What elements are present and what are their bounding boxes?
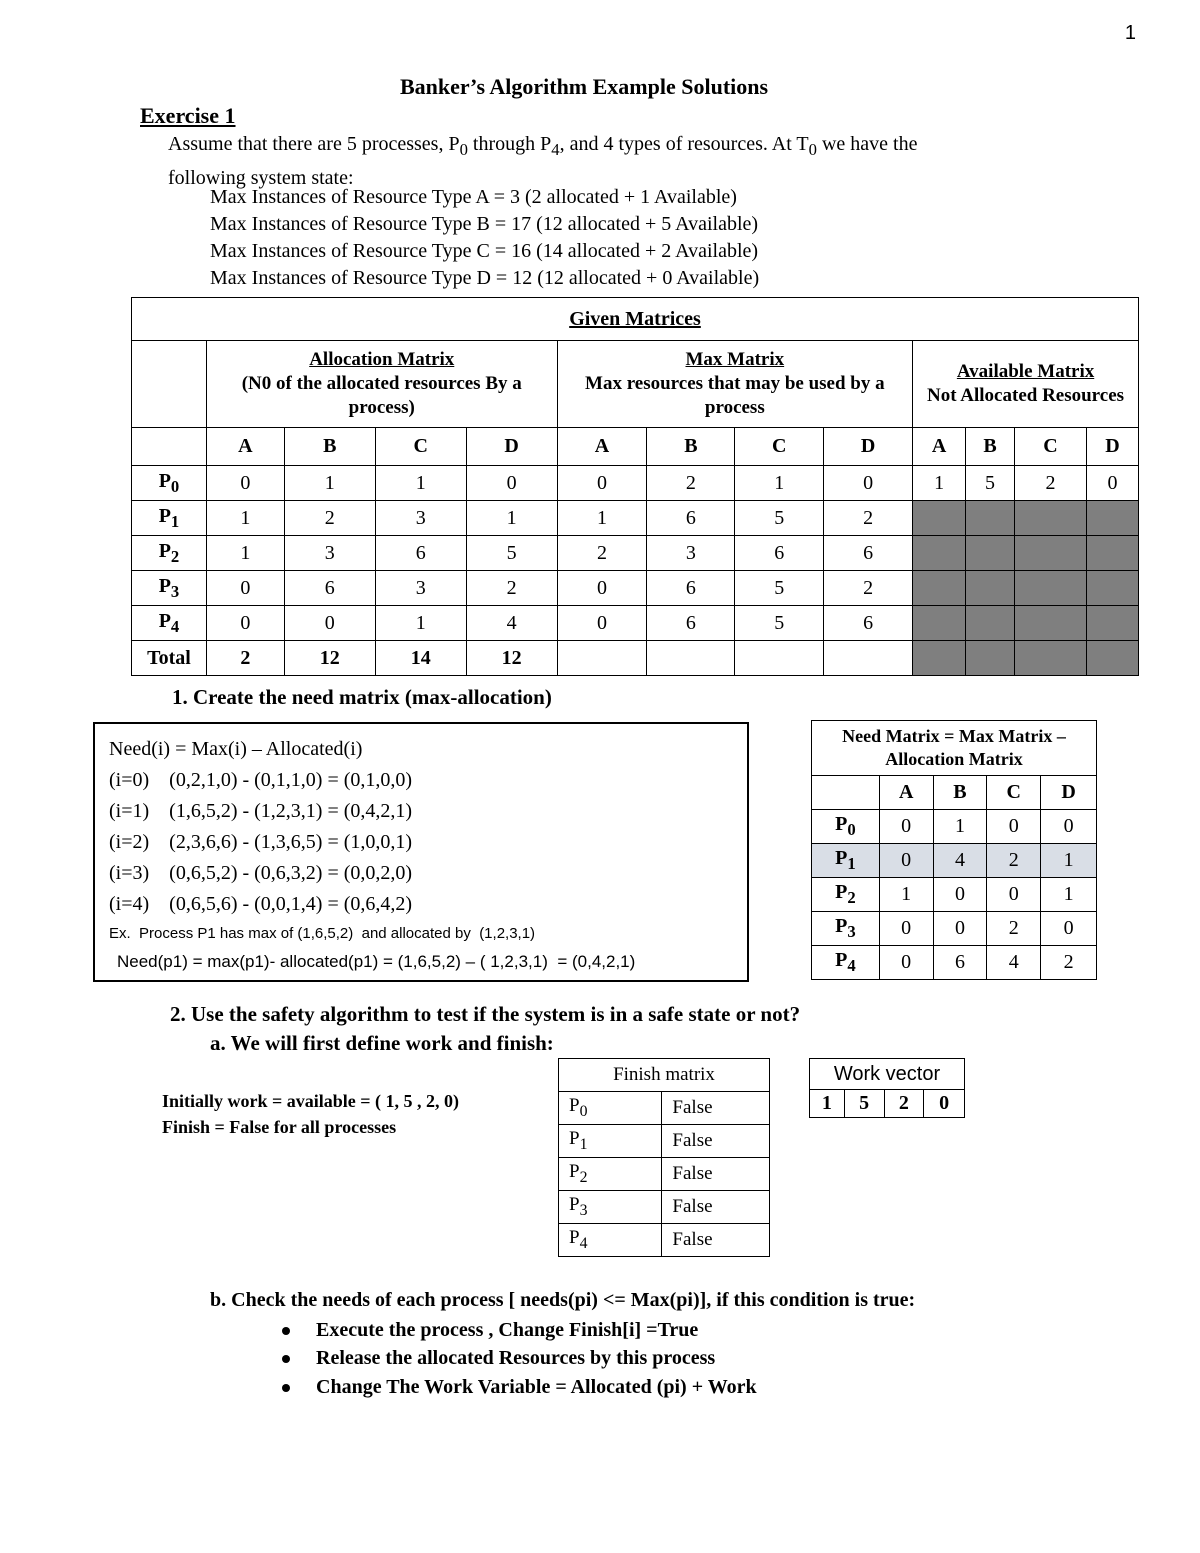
available-cell: 0 bbox=[1086, 466, 1138, 501]
empty-cell bbox=[132, 341, 207, 428]
shaded-cell bbox=[1015, 641, 1087, 676]
need-row bbox=[812, 844, 1097, 878]
formula-line: (i=4) (0,6,5,6) - (0,0,1,4) = (0,6,4,2) bbox=[109, 893, 413, 915]
need-matrix-table bbox=[811, 720, 1097, 980]
shaded-cell bbox=[1086, 606, 1138, 641]
shaded-cell bbox=[913, 571, 966, 606]
need-cell: 0 bbox=[933, 912, 987, 946]
finish-value: False bbox=[662, 1158, 770, 1191]
shaded-cell bbox=[1015, 536, 1087, 571]
shaded-cell bbox=[966, 536, 1015, 571]
need-cell: 2 bbox=[987, 844, 1041, 878]
exercise-heading: Exercise 1 bbox=[140, 103, 236, 128]
process-label: $P_2$ bbox=[132, 536, 207, 571]
work-vector-table bbox=[809, 1058, 965, 1118]
col-header: B bbox=[933, 776, 987, 810]
empty-cell bbox=[824, 641, 913, 676]
bullet-item: Change The Work Variable = Allocated (pi) + Work bbox=[282, 1376, 757, 1399]
col-header: A bbox=[206, 428, 284, 466]
given-row bbox=[132, 606, 1139, 641]
total-cell: 2 bbox=[206, 641, 284, 676]
step-1-heading: 1. Create the need matrix (max-allocation) bbox=[172, 685, 552, 709]
given-title: Given Matrices bbox=[132, 298, 1139, 341]
need-formula-box bbox=[93, 722, 749, 982]
finish-row bbox=[559, 1191, 770, 1224]
process-label: $P_0$ bbox=[132, 466, 207, 501]
max-header: Max Matrix Max resources that may be used by a process bbox=[557, 341, 913, 428]
empty-cell bbox=[557, 641, 647, 676]
allocation-cell: 2 bbox=[284, 501, 375, 536]
need-cell: 0 bbox=[1041, 810, 1097, 844]
finish-value: False bbox=[662, 1224, 770, 1257]
shaded-cell bbox=[913, 536, 966, 571]
need-cell: 0 bbox=[879, 912, 933, 946]
process-label: $P_3$ bbox=[132, 571, 207, 606]
allocation-cell: 3 bbox=[375, 571, 466, 606]
empty-cell bbox=[647, 641, 735, 676]
step-2a-heading: a. We will first define work and finish: bbox=[210, 1031, 554, 1055]
process-label: $P_2$ bbox=[559, 1158, 662, 1191]
allocation-cell: 6 bbox=[284, 571, 375, 606]
finish-matrix-table bbox=[558, 1058, 770, 1257]
process-label: $P_1$ bbox=[559, 1125, 662, 1158]
allocation-cell: 1 bbox=[375, 466, 466, 501]
process-label: $P_3$ bbox=[812, 912, 880, 946]
allocation-cell: 1 bbox=[375, 606, 466, 641]
total-row bbox=[132, 641, 1139, 676]
allocation-cell: 4 bbox=[466, 606, 557, 641]
need-cell: 2 bbox=[1041, 946, 1097, 980]
col-header: B bbox=[647, 428, 735, 466]
shaded-cell bbox=[1086, 536, 1138, 571]
shaded-cell bbox=[1015, 606, 1087, 641]
max-cell: 3 bbox=[647, 536, 735, 571]
shaded-cell bbox=[1086, 571, 1138, 606]
page-title: Banker’s Algorithm Example Solutions bbox=[399, 74, 769, 99]
given-matrices-table bbox=[131, 297, 1139, 676]
max-cell: 6 bbox=[735, 536, 824, 571]
max-cell: 5 bbox=[735, 606, 824, 641]
finish-row bbox=[559, 1224, 770, 1257]
work-value: 5 bbox=[844, 1090, 884, 1118]
intro-text bbox=[168, 130, 1088, 192]
empty-cell bbox=[735, 641, 824, 676]
resource-line: Max Instances of Resource Type A = 3 (2 allocated + 1 Available) bbox=[210, 186, 737, 208]
finish-value: False bbox=[662, 1191, 770, 1224]
formula-line: (i=2) (2,3,6,6) - (1,3,6,5) = (1,0,0,1) bbox=[109, 831, 413, 853]
shaded-cell bbox=[1015, 501, 1087, 536]
max-cell: 2 bbox=[824, 501, 913, 536]
allocation-cell: 1 bbox=[206, 501, 284, 536]
need-cell: 4 bbox=[987, 946, 1041, 980]
available-header: Available Matrix Not Allocated Resources bbox=[913, 341, 1139, 428]
max-cell: 6 bbox=[647, 571, 735, 606]
col-header: C bbox=[735, 428, 824, 466]
need-cell: 0 bbox=[879, 810, 933, 844]
resource-line: Max Instances of Resource Type D = 12 (12 allocated + 0 Available) bbox=[210, 267, 760, 289]
finish-title: Finish matrix bbox=[559, 1059, 770, 1092]
given-row bbox=[132, 571, 1139, 606]
resource-line: Max Instances of Resource Type B = 17 (12 allocated + 5 Available) bbox=[210, 213, 759, 235]
allocation-cell: 0 bbox=[206, 571, 284, 606]
shaded-cell bbox=[966, 641, 1015, 676]
need-cell: 0 bbox=[879, 844, 933, 878]
need-cell: 1 bbox=[1041, 844, 1097, 878]
allocation-cell: 1 bbox=[466, 501, 557, 536]
initial-finish: Finish = False for all processes bbox=[162, 1117, 397, 1137]
need-cell: 2 bbox=[987, 912, 1041, 946]
need-row bbox=[812, 946, 1097, 980]
work-value: 1 bbox=[810, 1090, 845, 1118]
process-label: $P_4$ bbox=[812, 946, 880, 980]
need-cell: 1 bbox=[933, 810, 987, 844]
intro-line-1: Assume that there are 5 processes, $P_0$ through $P_4$, and 4 types of resources. At $T_0$ we have the bbox=[168, 133, 918, 159]
step-2-heading: 2. Use the safety algorithm to test if the system is in a safe state or not? bbox=[170, 1002, 801, 1026]
max-cell: 2 bbox=[647, 466, 735, 501]
work-value: 0 bbox=[924, 1090, 965, 1118]
total-cell: 14 bbox=[375, 641, 466, 676]
allocation-cell: 0 bbox=[466, 466, 557, 501]
allocation-cell: 6 bbox=[375, 536, 466, 571]
shaded-cell bbox=[1086, 501, 1138, 536]
formula-line: Need(i) = Max(i) – Allocated(i) bbox=[109, 738, 363, 760]
need-row bbox=[812, 810, 1097, 844]
given-row bbox=[132, 466, 1139, 501]
need-row bbox=[812, 878, 1097, 912]
given-row bbox=[132, 536, 1139, 571]
need-cell: 0 bbox=[879, 946, 933, 980]
example-line: Ex. Process P1 has max of (1,6,5,2) and allocated by (1,2,3,1) bbox=[109, 925, 536, 942]
process-label: $P_4$ bbox=[132, 606, 207, 641]
shaded-cell bbox=[913, 606, 966, 641]
bullet-dot-icon bbox=[282, 1384, 290, 1392]
empty-cell bbox=[132, 428, 207, 466]
shaded-cell bbox=[1015, 571, 1087, 606]
total-cell: 12 bbox=[284, 641, 375, 676]
col-header: B bbox=[284, 428, 375, 466]
work-value: 2 bbox=[884, 1090, 924, 1118]
max-cell: 1 bbox=[557, 501, 647, 536]
finish-row bbox=[559, 1092, 770, 1125]
max-cell: 2 bbox=[557, 536, 647, 571]
formula-line: (i=1) (1,6,5,2) - (1,2,3,1) = (0,4,2,1) bbox=[109, 800, 413, 822]
available-cell: 2 bbox=[1015, 466, 1087, 501]
shaded-cell bbox=[913, 501, 966, 536]
max-cell: 0 bbox=[824, 466, 913, 501]
max-cell: 6 bbox=[647, 501, 735, 536]
bullet-dot-icon bbox=[282, 1327, 290, 1335]
need-example-line: Need(p1) = max(p1)- allocated(p1) = (1,6,5,2) – ( 1,2,3,1) = (0,4,2,1) bbox=[117, 952, 636, 971]
allocation-cell: 0 bbox=[206, 466, 284, 501]
finish-value: False bbox=[662, 1092, 770, 1125]
bullet-item: Release the allocated Resources by this process bbox=[282, 1347, 715, 1370]
need-cell: 0 bbox=[987, 810, 1041, 844]
col-header: C bbox=[375, 428, 466, 466]
col-header: D bbox=[1086, 428, 1138, 466]
need-cell: 0 bbox=[933, 878, 987, 912]
need-row bbox=[812, 912, 1097, 946]
need-cell: 0 bbox=[987, 878, 1041, 912]
allocation-cell: 3 bbox=[284, 536, 375, 571]
shaded-cell bbox=[913, 641, 966, 676]
allocation-cell: 5 bbox=[466, 536, 557, 571]
bullet-item: Execute the process , Change Finish[i] =True bbox=[282, 1319, 698, 1342]
process-label: $P_2$ bbox=[812, 878, 880, 912]
max-cell: 5 bbox=[735, 501, 824, 536]
initial-work: Initially work = available = ( 1, 5 , 2, 0) bbox=[162, 1091, 460, 1111]
col-header: C bbox=[987, 776, 1041, 810]
formula-line: (i=3) (0,6,5,2) - (0,6,3,2) = (0,0,2,0) bbox=[109, 862, 413, 884]
page-number: 1 bbox=[1124, 22, 1136, 44]
col-header: A bbox=[557, 428, 647, 466]
shaded-cell bbox=[1086, 641, 1138, 676]
finish-row bbox=[559, 1125, 770, 1158]
need-title: Need Matrix = Max Matrix – Allocation Matrix bbox=[812, 721, 1097, 776]
bullet-dot-icon bbox=[282, 1355, 290, 1363]
finish-row bbox=[559, 1158, 770, 1191]
col-header: C bbox=[1015, 428, 1087, 466]
initial-state bbox=[162, 1088, 459, 1140]
col-header: D bbox=[1041, 776, 1097, 810]
max-cell: 6 bbox=[647, 606, 735, 641]
max-cell: 6 bbox=[824, 606, 913, 641]
shaded-cell bbox=[966, 571, 1015, 606]
allocation-cell: 1 bbox=[206, 536, 284, 571]
allocation-header: Allocation Matrix (N0 of the allocated resources By a process) bbox=[206, 341, 557, 428]
max-cell: 0 bbox=[557, 466, 647, 501]
available-cell: 5 bbox=[966, 466, 1015, 501]
need-cell: 6 bbox=[933, 946, 987, 980]
process-label: $P_0$ bbox=[559, 1092, 662, 1125]
shaded-cell bbox=[966, 501, 1015, 536]
process-label: $P_1$ bbox=[132, 501, 207, 536]
shaded-cell bbox=[966, 606, 1015, 641]
allocation-cell: 0 bbox=[284, 606, 375, 641]
intro-line-2: following system state: bbox=[168, 167, 354, 189]
allocation-cell: 0 bbox=[206, 606, 284, 641]
max-cell: 0 bbox=[557, 606, 647, 641]
total-cell: 12 bbox=[466, 641, 557, 676]
empty-cell bbox=[812, 776, 880, 810]
formula-line: (i=0) (0,2,1,0) - (0,1,1,0) = (0,1,0,0) bbox=[109, 769, 413, 791]
col-header: D bbox=[824, 428, 913, 466]
step-2b-heading: b. Check the needs of each process [ needs(pi) <= Max(pi)], if this condition is true: bbox=[210, 1289, 916, 1311]
process-label: $P_3$ bbox=[559, 1191, 662, 1224]
col-header: A bbox=[913, 428, 966, 466]
need-cell: 0 bbox=[1041, 912, 1097, 946]
max-cell: 6 bbox=[824, 536, 913, 571]
col-header: A bbox=[879, 776, 933, 810]
allocation-cell: 3 bbox=[375, 501, 466, 536]
allocation-cell: 1 bbox=[284, 466, 375, 501]
work-title: Work vector bbox=[810, 1059, 965, 1090]
need-cell: 4 bbox=[933, 844, 987, 878]
process-label: $P_1$ bbox=[812, 844, 880, 878]
max-cell: 2 bbox=[824, 571, 913, 606]
finish-value: False bbox=[662, 1125, 770, 1158]
max-cell: 5 bbox=[735, 571, 824, 606]
need-cell: 1 bbox=[879, 878, 933, 912]
total-label: Total bbox=[132, 641, 207, 676]
col-header: D bbox=[466, 428, 557, 466]
col-header: B bbox=[966, 428, 1015, 466]
need-cell: 1 bbox=[1041, 878, 1097, 912]
max-cell: 1 bbox=[735, 466, 824, 501]
allocation-cell: 2 bbox=[466, 571, 557, 606]
resource-line: Max Instances of Resource Type C = 16 (14 allocated + 2 Available) bbox=[210, 240, 759, 262]
max-cell: 0 bbox=[557, 571, 647, 606]
given-row bbox=[132, 501, 1139, 536]
available-cell: 1 bbox=[913, 466, 966, 501]
process-label: $P_4$ bbox=[559, 1224, 662, 1257]
process-label: $P_0$ bbox=[812, 810, 880, 844]
